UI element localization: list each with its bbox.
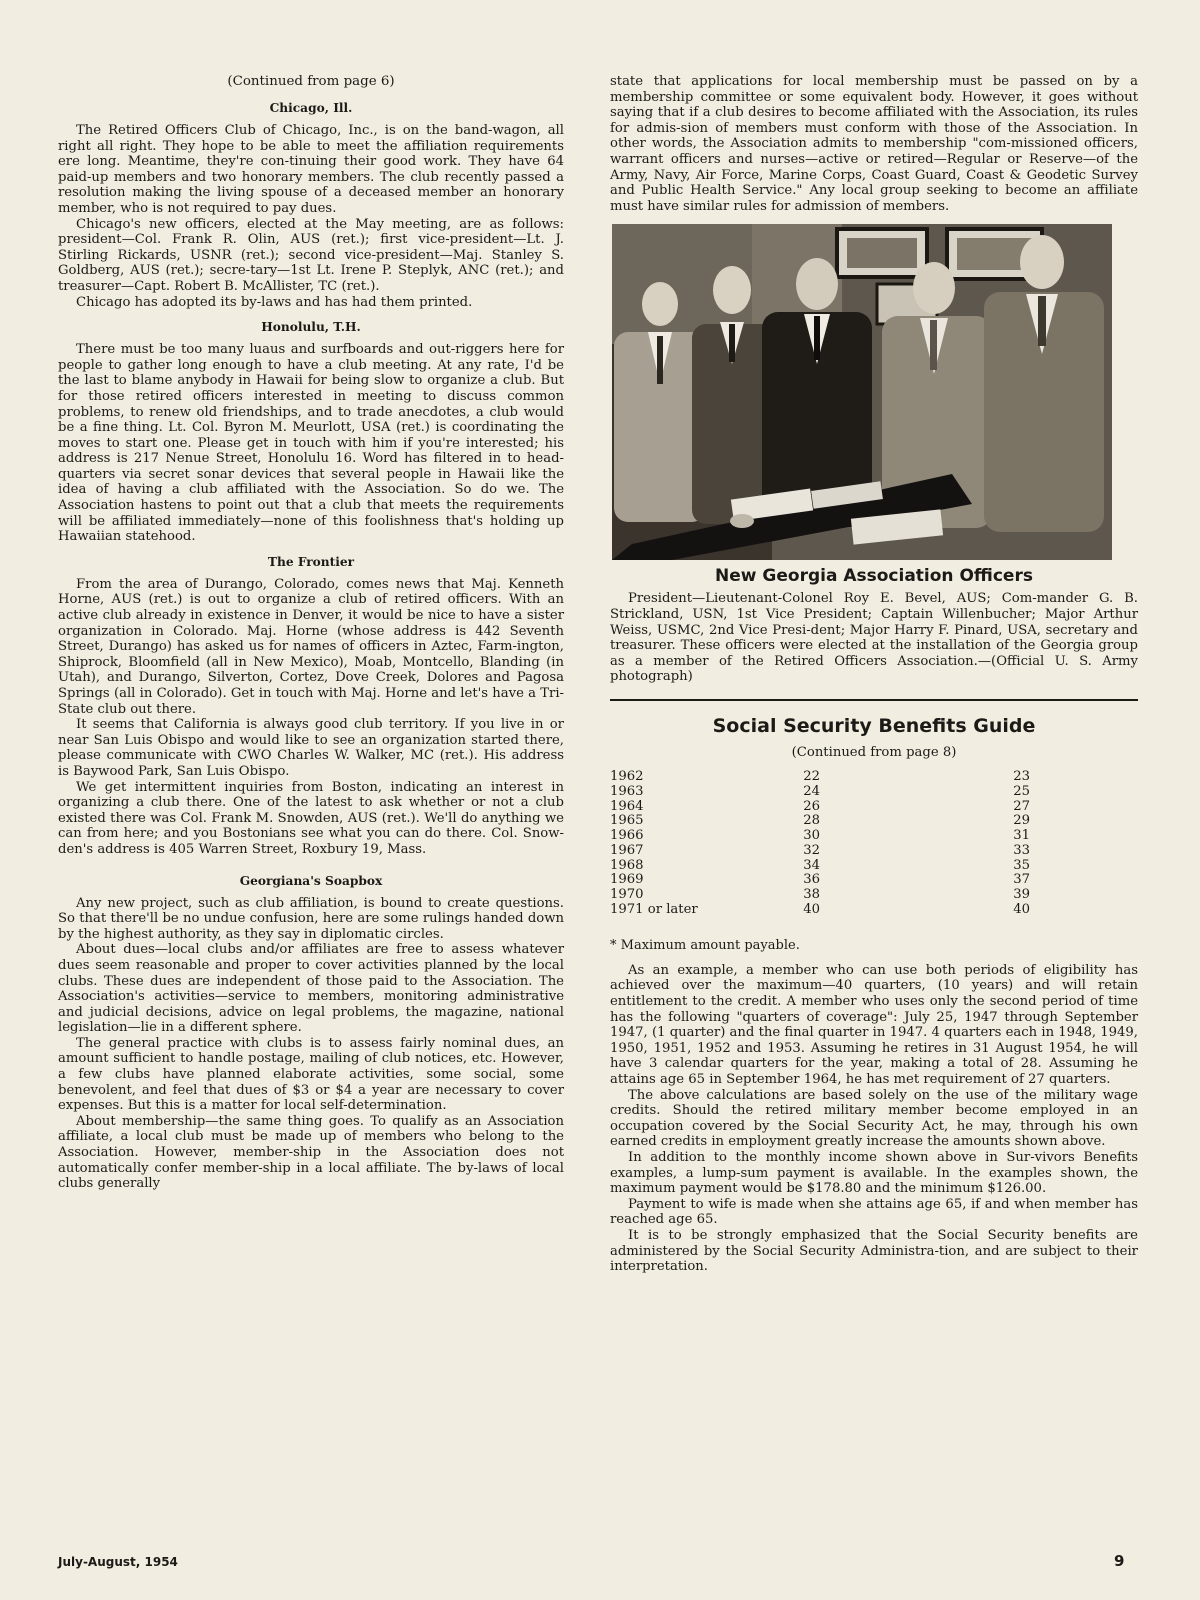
left-column <box>58 74 564 1192</box>
paragraph: Payment to wife is made when she attains age 65, if and when member has reached age 65. <box>610 1196 1138 1228</box>
photo-illustration <box>612 224 1112 560</box>
paragraph: About membership—the same thing goes. To qualify as an Association affiliate, a local club must be made up of members who belong to the Association. However, member-ship in the Association does not automatically confer member-ship in a local affiliate. The by-laws of local clubs generally <box>58 1113 564 1192</box>
paragraph: In addition to the monthly income shown above in Sur-vivors Benefits examples, a lump-sum payment is available. In the examples shown, the maximum payment would be $178.80 and the minimum $126.00. <box>610 1150 1138 1197</box>
table-row: 1965 28 29 <box>610 813 1030 829</box>
paragraph: The general practice with clubs is to assess fairly nominal dues, an amount sufficient to handle postage, mailing of club notices, etc. However, a few clubs have planned elaborate activities, some social, some benevolent, and feel that dues of $3 or $4 a year are necessary to cover expenses. But this is a matter for local self-determination. <box>58 1035 564 1114</box>
paragraph: We get intermittent inquiries from Boston, indicating an interest in organizing a club there. One of the latest to ask whether or not a club existed there was Col. Frank M. Snowden, AUS (ret.). We'll do anything we can from here; and you Bostonians see what you can do there. Col. Snow-den's address is 405 Warren Street, Roxbury 19, Mass. <box>58 779 564 857</box>
photo-caption: President—Lieutenant-Colonel Roy E. Bevel, AUS; Com-mander G. B. Strickland, USN, 1st Vice President; Captain Willenbucher; Major Arthur Weiss, USMC, 2nd Vice Presi-dent; Major Harry F. Pinard, USA, secretary and treasurer. These officers were elected at the installation of the Georgia group as a member of the Retired Officers Association.—(Official U. S. Army photograph) <box>610 591 1138 685</box>
right-column <box>610 74 1138 1275</box>
ss-continued-note: (Continued from page 8) <box>791 744 957 760</box>
table-row: 1964 26 27 <box>610 798 1030 814</box>
issue-date: July-August, 1954 <box>58 1555 178 1569</box>
group-photo <box>612 224 1112 560</box>
table-row: 1971 or later 40 40 <box>610 902 1030 918</box>
section-divider <box>610 699 1138 701</box>
table-row: 1968 34 35 <box>610 857 1030 873</box>
paragraph: Any new project, such as club affiliation, is bound to create questions. So that there'll be no undue confusion, here are some rulings handed down by the highest authority, as they say in diplomatic circles. <box>58 895 564 942</box>
paragraph: The Retired Officers Club of Chicago, Inc., is on the band-wagon, all right all right. They hope to be able to meet the affiliation requirements ere long. Meantime, they're con-tinuing their good work. They have 64 paid-up members and two honorary members. The club recently passed a resolution making the living spouse of a deceased member an honorary member, who is not required to pay dues. <box>58 123 564 216</box>
paragraph: About dues—local clubs and/or affiliates are free to assess whatever dues seem reasonable and proper to cover activities planned by the local clubs. These dues are independent of those paid to the Association. The Association's activities—service to members, monitoring administrative and judicial decisions, advice on legal problems, the magazine, national legislation—lie in a different sphere. <box>58 942 564 1036</box>
ss-quarters-table <box>610 770 1030 918</box>
paragraph: It is to be strongly emphasized that the Social Security benefits are administered by the Social Security Administra-tion, and are subject to their interpretation. <box>610 1227 1138 1275</box>
table-row: 1967 32 33 <box>610 842 1030 858</box>
table-row: 1962 22 23 <box>610 768 1030 784</box>
paragraph: state that applications for local membership must be passed on by a membership committee or some equivalent body. However, it goes without saying that if a club desires to become affiliated with the Association, its rules for admis-sion of members must conform with those of the Association. In other words, the Association admits to membership "com-missioned officers, warrant officers and nurses—active or retired—Regular or Reserve—of the Army, Navy, Air Force, Marine Corps, Coast Guard, Coast & Geodetic Survey and Public Health Service." Any local group seeking to become an affiliate must have similar rules for admission of members. <box>610 74 1138 214</box>
table-row: 1966 30 31 <box>610 828 1030 844</box>
paragraph: From the area of Durango, Colorado, comes news that Maj. Kenneth Horne, AUS (ret.) is out to organize a club of retired officers. With an active club already in existence in Denver, it would be nice to have a sister organization in Colorado. Maj. Horne (whose address is 442 Seventh Street, Durango) has asked us for names of officers in Aztec, Farm-ington, Shiprock, Bloomfield (all in New Mexico), Moab, Montcello, Blanding (in Utah), and Durango, Silverton, Cortez, Dove Creek, Dolores and Pagosa Springs (all in Colorado). Get in touch with Maj. Horne and let's have a Tri-State club out there. <box>58 576 564 717</box>
page-number: 9 <box>1114 1552 1125 1570</box>
paragraph: Chicago has adopted its by-laws and has had them printed. <box>76 294 473 310</box>
paragraph: There must be too many luaus and surfboards and out-riggers here for people to gather long enough to have a club meeting. At any rate, I'd be the last to blame anybody in Hawaii for being slow to organize a club. But for those retired officers interested in meeting to discuss common problems, to renew old friendships, and to trade anecdotes, a club would be a fine thing. Lt. Col. Byron M. Meurlott, USA (ret.) is coordinating the moves to start one. Please get in touch with him if you're interested; his address is 217 Nenue Street, Honolulu 16. Word has filtered in to head-quarters via secret sonar devices that several people in Hawaii like the idea of having a club affiliated with the Association. So do we. The Association hastens to point out that a club that meets the requirements will be affiliated immediately—none of this foolishness that's holding up Hawaiian statehood. <box>58 342 564 545</box>
section-heading-honolulu: Honolulu, T.H. <box>261 320 361 335</box>
table-footnote: * Maximum amount payable. <box>610 937 800 953</box>
photo-caption-title: New Georgia Association Officers <box>715 566 1033 587</box>
continued-note: (Continued from page 6) <box>227 74 395 89</box>
paragraph: As an example, a member who can use both periods of eligibility has achieved over the maximum—40 quarters, (10 years) and will retain entitlement to the credit. A member who uses only the second period of time has the following "quarters of coverage": July 25, 1947 through September 1947, (1 quarter) and the final quarter in 1947. 4 quarters each in 1948, 1949, 1950, 1951, 1952 and 1953. Assuming he retires in 31 August 1954, he will have 3 calendar quarters for the year, making a total of 28. Assuming he attains age 65 in September 1964, he has met requirement of 27 quarters. <box>610 962 1138 1088</box>
table-row: 1963 24 25 <box>610 783 1030 799</box>
section-heading-frontier: The Frontier <box>267 554 355 569</box>
ss-guide-title: Social Security Benefits Guide <box>712 714 1036 737</box>
paragraph: Chicago's new officers, elected at the May meeting, are as follows: president—Col. Frank R. Olin, AUS (ret.); first vice-president—Lt. J. Stirling Rickards, USNR (ret.); second vice-president—Maj. Stanley S. Goldberg, AUS (ret.); secre-tary—1st Lt. Irene P. Steplyk, ANC (ret.); and treasurer—Capt. Robert B. McAllister, TC (ret.). <box>58 216 564 294</box>
section-heading-soapbox: Georgiana's Soapbox <box>239 873 383 888</box>
table-row: 1970 38 39 <box>610 887 1030 903</box>
paragraph: The above calculations are based solely on the use of the military wage credits. Should the retired military member become employed in an occupation covered by the Social Security Act, he may, through his own earned credits in employment greatly increase the amounts shown above. <box>610 1087 1138 1150</box>
section-heading-chicago: Chicago, Ill. <box>269 101 353 115</box>
table-row: 1969 36 37 <box>610 872 1030 888</box>
paragraph: It seems that California is always good club territory. If you live in or near San Luis Obispo and would like to see an organization started there, please communicate with CWO Charles W. Walker, MC (ret.). His address is Baywood Park, San Luis Obispo. <box>58 717 564 779</box>
